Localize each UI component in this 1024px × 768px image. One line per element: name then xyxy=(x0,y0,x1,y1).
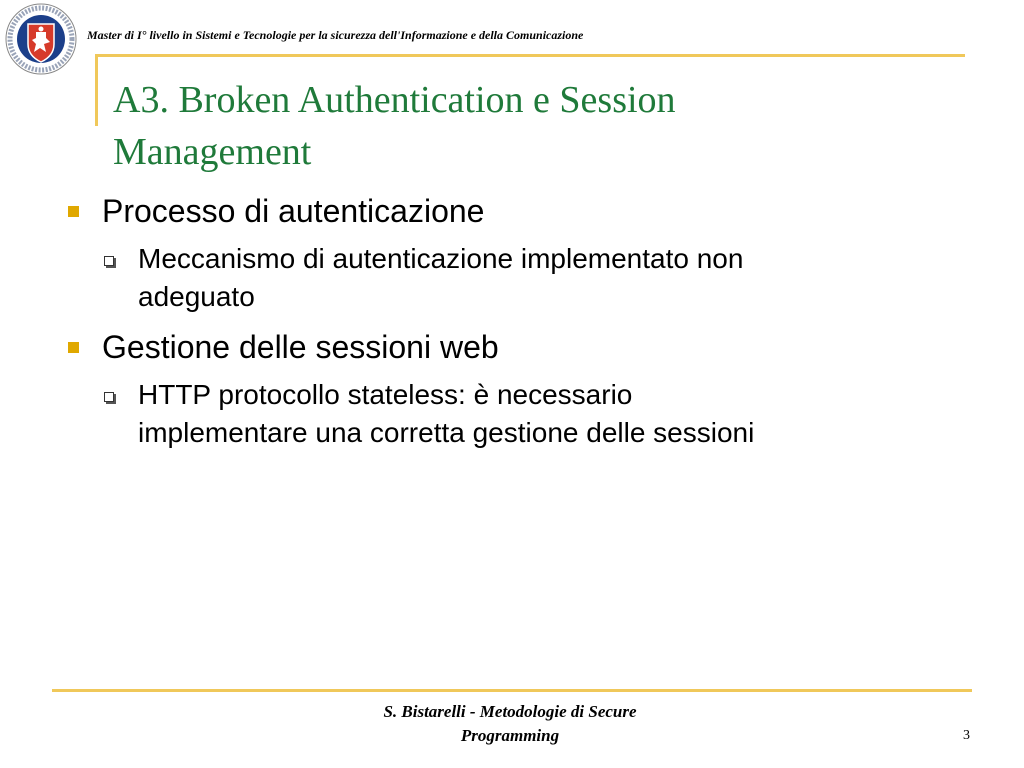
square-bullet-icon xyxy=(68,206,79,217)
sub-bullet-text-line2: adeguato xyxy=(138,281,255,312)
footer-author xyxy=(330,700,690,748)
square-bullet-icon xyxy=(68,342,79,353)
page-number: 3 xyxy=(963,728,970,743)
sub-bullet-text-line2: implementare una corretta gestione delle sessioni xyxy=(138,417,755,448)
sub-bullet-item xyxy=(60,240,980,316)
bullet-item xyxy=(60,190,980,232)
slide-title-line1: A3. Broken Authentication e Session xyxy=(113,79,676,121)
bullet-text: Gestione delle sessioni web xyxy=(102,329,499,365)
hollow-square-bullet-icon xyxy=(104,256,114,266)
sub-bullet-item xyxy=(60,376,980,452)
title-frame-top xyxy=(95,54,965,57)
slide-content xyxy=(60,190,980,462)
footer-line2: Programming xyxy=(460,726,560,745)
hollow-square-bullet-icon xyxy=(104,392,114,402)
sub-bullet-text-line1: Meccanismo di autenticazione implementato non xyxy=(138,243,744,274)
course-header: Master di I° livello in Sistemi e Tecnologie per la sicurezza dell'Informazione e della Comunicazione xyxy=(87,28,584,42)
title-frame-left xyxy=(95,54,98,126)
slide-title-line2: Management xyxy=(113,131,312,173)
sub-bullet-text-line1: HTTP protocollo stateless: è necessario xyxy=(138,379,633,410)
footer-line1: S. Bistarelli - Metodologie di Secure xyxy=(383,702,637,721)
bullet-text: Processo di autenticazione xyxy=(102,193,485,229)
university-seal-icon xyxy=(4,2,78,76)
slide-title xyxy=(113,74,873,178)
bullet-item xyxy=(60,326,980,368)
footer-divider xyxy=(52,689,972,692)
